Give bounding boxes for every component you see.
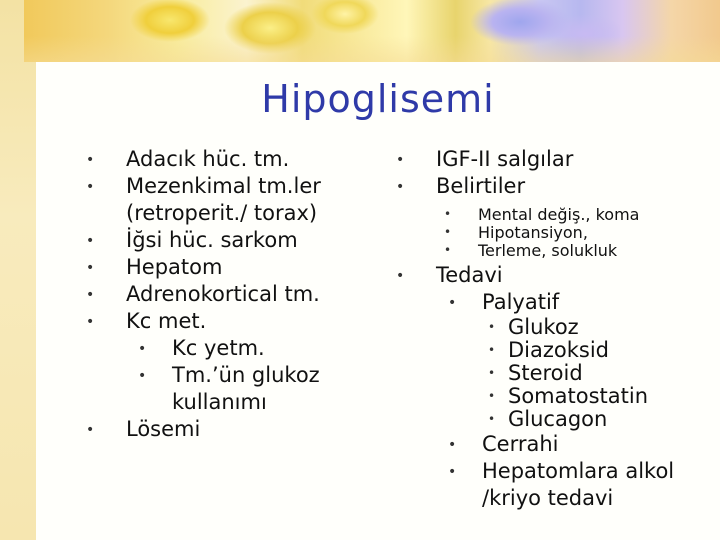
list-item-text: Adrenokortical tm. xyxy=(126,282,320,306)
bullet-icon: • xyxy=(86,179,95,195)
list-subitem xyxy=(396,458,716,512)
slide-title: Hipoglisemi xyxy=(261,77,495,121)
list-item-text: Cerrahi xyxy=(482,432,559,456)
bullet-icon: • xyxy=(448,464,457,480)
list-subsubitem xyxy=(396,339,716,362)
right-bullet-list xyxy=(396,146,716,512)
list-item xyxy=(396,262,716,289)
list-item-text: İğsi hüc. sarkom xyxy=(126,228,298,252)
bullet-icon: • xyxy=(444,225,452,239)
list-item xyxy=(86,146,386,173)
list-subsubitem xyxy=(396,362,716,385)
list-item-text: Lösemi xyxy=(126,417,201,441)
list-item xyxy=(86,281,386,308)
bullet-icon: • xyxy=(488,389,496,403)
bullet-icon: • xyxy=(86,287,95,303)
bullet-icon: • xyxy=(488,320,496,334)
list-item xyxy=(86,254,386,281)
bullet-icon: • xyxy=(396,152,405,168)
list-item xyxy=(86,227,386,254)
list-item-text: Terleme, solukluk xyxy=(478,241,618,260)
list-subitem xyxy=(396,224,716,242)
list-item-text: Adacık hüc. tm. xyxy=(126,147,290,171)
list-subsubitem xyxy=(396,316,716,339)
bullet-icon: • xyxy=(444,207,452,221)
decorative-banner-shade xyxy=(24,36,720,62)
bullet-icon: • xyxy=(86,260,95,276)
bullet-icon: • xyxy=(448,295,457,311)
bullet-icon: • xyxy=(86,422,95,438)
list-item-text: Tedavi xyxy=(436,263,503,287)
list-item-text: Tm.’ün glukoz kullanımı xyxy=(172,363,320,414)
list-item-text: Diazoksid xyxy=(508,338,610,362)
list-subitem xyxy=(86,362,386,416)
list-subsubitem xyxy=(396,385,716,408)
bullet-icon: • xyxy=(138,368,147,384)
list-item-text: Somatostatin xyxy=(508,384,649,408)
list-item xyxy=(396,173,716,200)
list-item-text: Kc yetm. xyxy=(172,336,265,360)
bullet-icon: • xyxy=(488,366,496,380)
left-bullet-list xyxy=(86,146,386,443)
list-item-text: Mezenkimal tm.ler (retroperit./ torax) xyxy=(126,174,321,225)
list-item-text: Mental değiş., koma xyxy=(478,205,640,224)
list-subsubitem xyxy=(396,408,716,431)
list-item-text: IGF-II salgılar xyxy=(436,147,574,171)
list-item-text: Glukoz xyxy=(508,315,579,339)
list-subitem xyxy=(396,242,716,260)
list-item xyxy=(86,308,386,335)
list-item xyxy=(396,146,716,173)
list-subitem xyxy=(396,431,716,458)
bullet-icon: • xyxy=(86,152,95,168)
list-subitem xyxy=(396,206,716,224)
bullet-icon: • xyxy=(444,243,452,257)
list-item-text: Steroid xyxy=(508,361,583,385)
list-item-text: Hepatom xyxy=(126,255,223,279)
list-subitem xyxy=(396,289,716,316)
list-item-text: Glucagon xyxy=(508,407,608,431)
list-item xyxy=(86,416,386,443)
bullet-icon: • xyxy=(396,268,405,284)
bullet-icon: • xyxy=(86,314,95,330)
list-item-text: Belirtiler xyxy=(436,174,526,198)
bullet-icon: • xyxy=(86,233,95,249)
decorative-left-strip xyxy=(0,0,36,540)
bullet-icon: • xyxy=(448,437,457,453)
list-item-text: Hipotansiyon, xyxy=(478,223,588,242)
list-item-text: Hepatomlara alkol /kriyo tedavi xyxy=(482,459,675,510)
list-item-text: Palyatif xyxy=(482,290,560,314)
list-item xyxy=(86,173,386,227)
list-item-text: Kc met. xyxy=(126,309,207,333)
bullet-icon: • xyxy=(488,412,496,426)
bullet-icon: • xyxy=(396,179,405,195)
list-subitem xyxy=(86,335,386,362)
bullet-icon: • xyxy=(488,343,496,357)
bullet-icon: • xyxy=(138,341,147,357)
